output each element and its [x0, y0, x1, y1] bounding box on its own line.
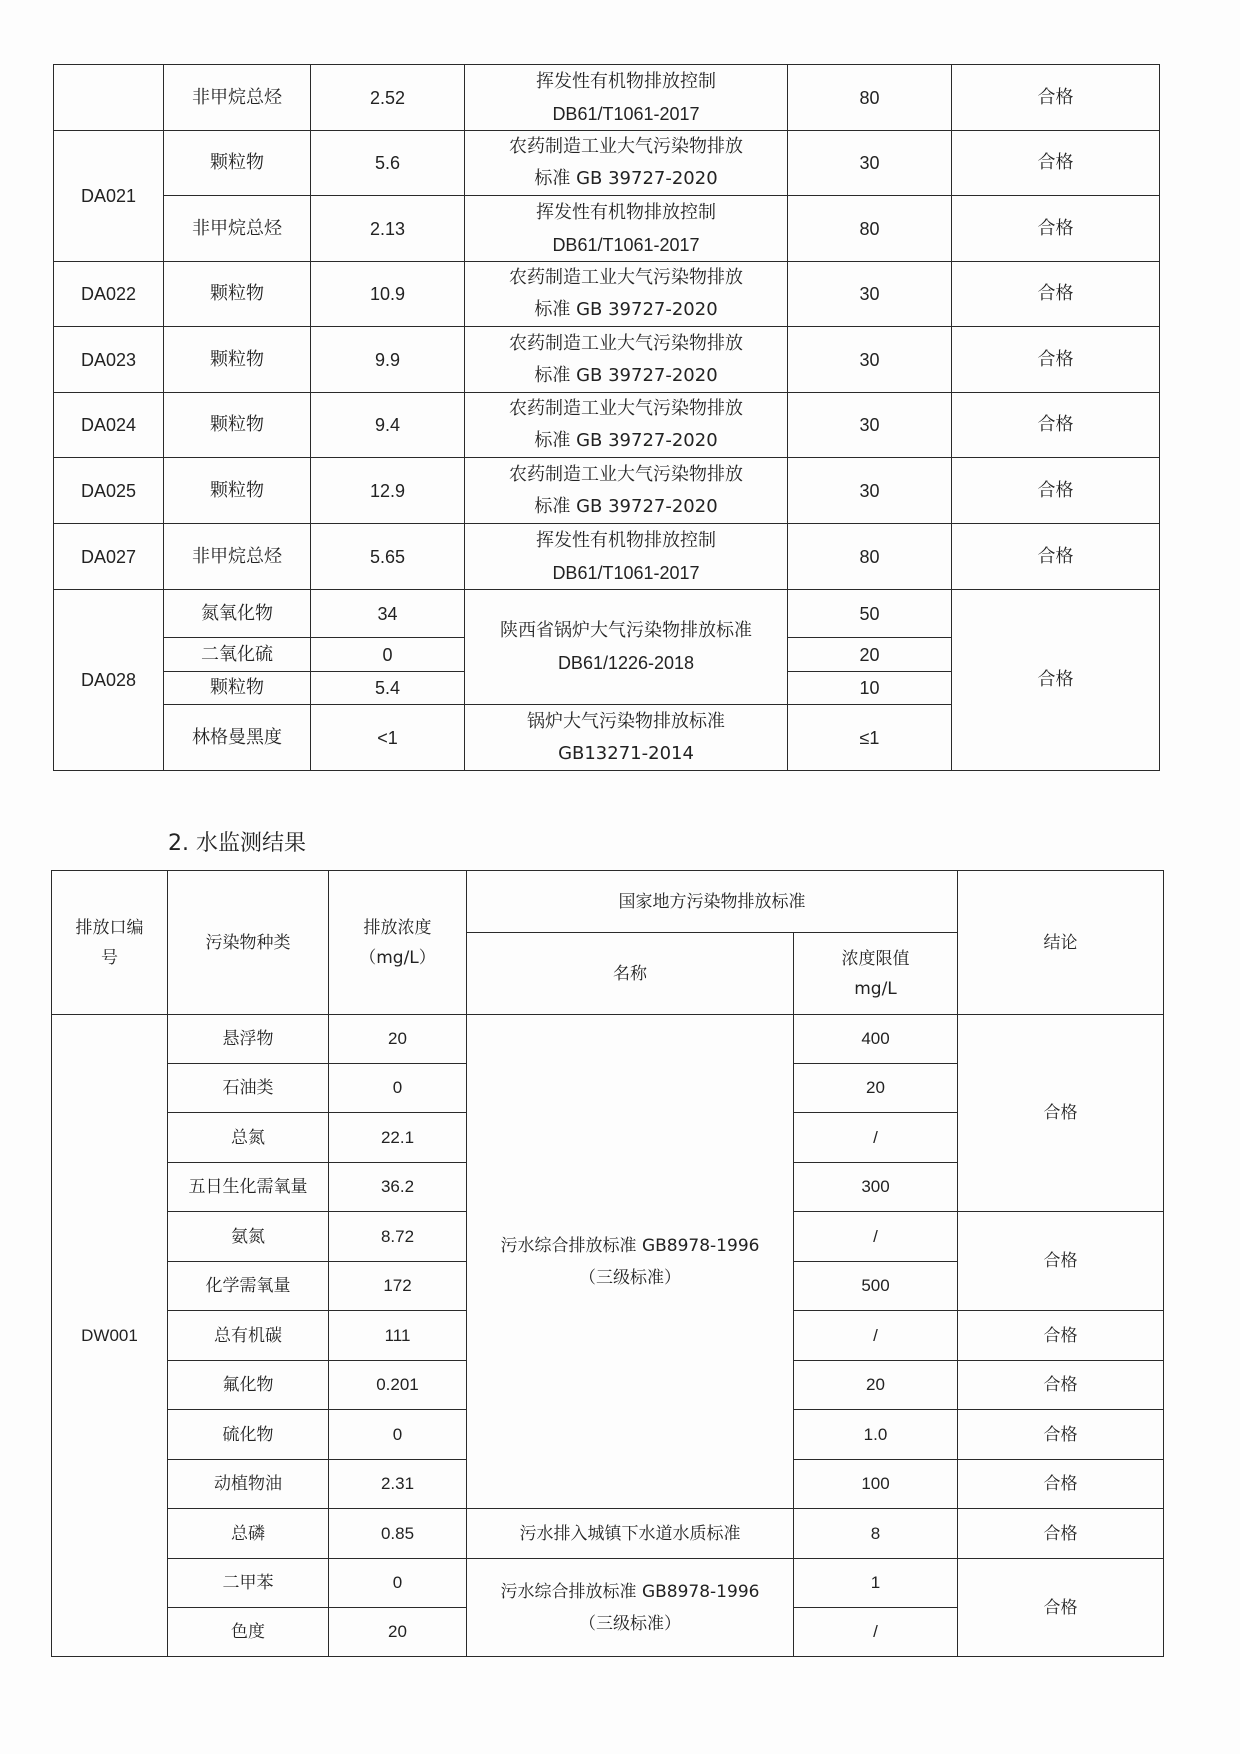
- limit-cell: 30: [788, 458, 952, 524]
- concentration-cell: 10.9: [311, 262, 465, 327]
- pollutant-cell: 色度: [168, 1608, 329, 1657]
- pollutant-cell: 五日生化需氧量: [168, 1163, 329, 1212]
- concentration-cell: 111: [329, 1311, 467, 1361]
- result-cell: 合格: [952, 65, 1160, 131]
- concentration-cell: 9.9: [311, 327, 465, 393]
- standard-cell: [465, 393, 788, 458]
- concentration-cell: 12.9: [311, 458, 465, 524]
- pollutant-cell: 颗粒物: [164, 327, 311, 393]
- pollutant-cell: 林格曼黑度: [164, 705, 311, 771]
- pollutant-cell: 颗粒物: [164, 458, 311, 524]
- pollutant-cell: 化学需氧量: [168, 1262, 329, 1311]
- limit-cell: 50: [788, 590, 952, 638]
- limit-cell: /: [794, 1212, 958, 1262]
- table-row: [54, 524, 1160, 590]
- standard-line: 污水综合排放标准 GB8978-1996: [500, 1581, 760, 1602]
- table-row: [54, 458, 1160, 524]
- standard-line: 标准 GB 39727-2020: [534, 168, 718, 189]
- conclusion-cell: 合格: [958, 1212, 1164, 1311]
- pollutant-cell: 硫化物: [168, 1410, 329, 1460]
- pollutant-cell: 总氮: [168, 1113, 329, 1163]
- concentration-cell: 9.4: [311, 393, 465, 458]
- result-cell: 合格: [952, 524, 1160, 590]
- outlet-cell: [54, 65, 164, 131]
- limit-cell: 80: [788, 65, 952, 131]
- concentration-cell: 20: [329, 1015, 467, 1064]
- table-row: [52, 1015, 1164, 1064]
- header-concentration: [329, 871, 467, 1015]
- concentration-cell: 2.31: [329, 1460, 467, 1509]
- standard-line: 农药制造工业大气污染物排放: [509, 267, 743, 288]
- limit-cell: 30: [788, 131, 952, 196]
- pollutant-cell: 石油类: [168, 1064, 329, 1113]
- conclusion-cell: 合格: [958, 1460, 1164, 1509]
- standard-line: DB61/T1061-2017: [552, 103, 700, 124]
- conclusion-cell: 合格: [958, 1410, 1164, 1460]
- header-line: （mg/L）: [359, 947, 436, 968]
- result-cell: 合格: [952, 262, 1160, 327]
- table-row: [54, 131, 1160, 196]
- pollutant-cell: 氨氮: [168, 1212, 329, 1262]
- concentration-cell: 5.6: [311, 131, 465, 196]
- limit-cell: 1.0: [794, 1410, 958, 1460]
- conclusion-cell: 合格: [958, 1559, 1164, 1657]
- outlet-cell: DA021: [54, 131, 164, 262]
- standard-line: 标准 GB 39727-2020: [534, 299, 718, 320]
- standard-line: 挥发性有机物排放控制: [536, 529, 716, 551]
- pollutant-cell: 总有机碳: [168, 1311, 329, 1361]
- concentration-cell: 34: [311, 590, 465, 638]
- concentration-cell: 36.2: [329, 1163, 467, 1212]
- header-conclusion: 结论: [958, 871, 1164, 1015]
- table-row: [54, 262, 1160, 327]
- standard-line: 农药制造工业大气污染物排放: [509, 398, 743, 419]
- concentration-cell: 0: [329, 1410, 467, 1460]
- table-row: [54, 590, 1160, 638]
- standard-cell: [467, 1015, 794, 1509]
- standard-line: 锅炉大气污染物排放标准: [527, 710, 725, 732]
- conclusion-cell: 合格: [958, 1015, 1164, 1212]
- limit-cell: 8: [794, 1509, 958, 1559]
- limit-cell: 400: [794, 1015, 958, 1064]
- header-line: mg/L: [854, 978, 897, 999]
- outlet-cell: DA024: [54, 393, 164, 458]
- standard-line: 标准 GB 39727-2020: [534, 364, 718, 386]
- table-row: [54, 393, 1160, 458]
- standard-line: 农药制造工业大气污染物排放: [509, 332, 743, 354]
- limit-cell: /: [794, 1311, 958, 1361]
- standard-line: 挥发性有机物排放控制: [536, 70, 716, 92]
- standard-cell: [465, 131, 788, 196]
- pollutant-cell: 颗粒物: [164, 262, 311, 327]
- standard-line: 农药制造工业大气污染物排放: [509, 463, 743, 485]
- concentration-cell: 2.52: [311, 65, 465, 131]
- standard-line: 农药制造工业大气污染物排放: [509, 136, 743, 157]
- concentration-cell: 5.65: [311, 524, 465, 590]
- header-line: 排放口编: [75, 917, 144, 938]
- limit-cell: 100: [794, 1460, 958, 1509]
- header-line: 排放浓度: [363, 917, 432, 938]
- pollutant-cell: 二氧化硫: [164, 638, 311, 672]
- standard-line: 污水综合排放标准 GB8978-1996: [500, 1235, 760, 1256]
- pollutant-cell: 颗粒物: [164, 131, 311, 196]
- table-row: [52, 1559, 1164, 1608]
- result-cell: 合格: [952, 327, 1160, 393]
- limit-cell: ≤1: [788, 705, 952, 771]
- result-cell: 合格: [952, 131, 1160, 196]
- result-cell: 合格: [952, 196, 1160, 262]
- standard-line: 陕西省锅炉大气污染物排放标准: [500, 620, 752, 641]
- header-line: 号: [101, 947, 118, 968]
- water-monitoring-table: [51, 870, 1164, 1657]
- concentration-cell: 0: [329, 1559, 467, 1608]
- limit-cell: /: [794, 1113, 958, 1163]
- concentration-cell: 8.72: [329, 1212, 467, 1262]
- header-row: [52, 871, 1164, 933]
- pollutant-cell: 二甲苯: [168, 1559, 329, 1608]
- standard-cell: [465, 327, 788, 393]
- concentration-cell: 5.4: [311, 672, 465, 705]
- outlet-cell: DA022: [54, 262, 164, 327]
- pollutant-cell: 总磷: [168, 1509, 329, 1559]
- result-cell: 合格: [952, 393, 1160, 458]
- standard-cell: [465, 705, 788, 771]
- limit-cell: 500: [794, 1262, 958, 1311]
- standard-cell: [465, 524, 788, 590]
- standard-cell: [465, 65, 788, 131]
- standard-line: DB61/T1061-2017: [552, 562, 700, 583]
- concentration-cell: 0.85: [329, 1509, 467, 1559]
- concentration-cell: 2.13: [311, 196, 465, 262]
- limit-cell: 20: [788, 638, 952, 672]
- concentration-cell: 172: [329, 1262, 467, 1311]
- standard-cell: 污水排入城镇下水道水质标准: [467, 1509, 794, 1559]
- table-row: [54, 327, 1160, 393]
- outlet-cell: DA023: [54, 327, 164, 393]
- pollutant-cell: 颗粒物: [164, 672, 311, 705]
- pollutant-cell: 氟化物: [168, 1361, 329, 1410]
- standard-line: （三级标准）: [579, 1613, 681, 1634]
- standard-line: （三级标准）: [579, 1267, 681, 1288]
- conclusion-cell: 合格: [958, 1509, 1164, 1559]
- pollutant-cell: 非甲烷总烃: [164, 524, 311, 590]
- outlet-cell: DA028: [54, 590, 164, 771]
- pollutant-cell: 非甲烷总烃: [164, 65, 311, 131]
- standard-line: DB61/T1061-2017: [552, 234, 700, 255]
- standard-line: 标准 GB 39727-2020: [534, 495, 718, 517]
- standard-cell: [465, 262, 788, 327]
- limit-cell: /: [794, 1608, 958, 1657]
- outlet-cell: DA025: [54, 458, 164, 524]
- standard-cell: [465, 590, 788, 705]
- table-row: [54, 196, 1160, 262]
- standard-cell: [465, 196, 788, 262]
- header-line: 浓度限值: [841, 948, 910, 969]
- concentration-cell: 22.1: [329, 1113, 467, 1163]
- standard-line: 标准 GB 39727-2020: [534, 430, 718, 451]
- conclusion-cell: 合格: [958, 1311, 1164, 1361]
- section-heading: 2. 水监测结果: [168, 831, 306, 856]
- limit-cell: 80: [788, 524, 952, 590]
- concentration-cell: 0: [329, 1064, 467, 1113]
- standard-line: GB13271-2014: [558, 742, 694, 764]
- pollutant-cell: 颗粒物: [164, 393, 311, 458]
- standard-line: 挥发性有机物排放控制: [536, 201, 716, 223]
- standard-cell: [465, 458, 788, 524]
- pollutant-cell: 悬浮物: [168, 1015, 329, 1064]
- conclusion-cell: 合格: [958, 1361, 1164, 1410]
- result-cell: 合格: [952, 590, 1160, 771]
- header-outlet: [52, 871, 168, 1015]
- pollutant-cell: 动植物油: [168, 1460, 329, 1509]
- limit-cell: 300: [794, 1163, 958, 1212]
- limit-cell: 80: [788, 196, 952, 262]
- limit-cell: 30: [788, 327, 952, 393]
- concentration-cell: 20: [329, 1608, 467, 1657]
- table-row: [54, 65, 1160, 131]
- limit-cell: 30: [788, 393, 952, 458]
- result-cell: 合格: [952, 458, 1160, 524]
- air-monitoring-table: [53, 64, 1160, 771]
- concentration-cell: 0.201: [329, 1361, 467, 1410]
- concentration-cell: <1: [311, 705, 465, 771]
- limit-cell: 10: [788, 672, 952, 705]
- table-row: [52, 1509, 1164, 1559]
- header-pollutant: 污染物种类: [168, 871, 329, 1015]
- limit-cell: 1: [794, 1559, 958, 1608]
- limit-cell: 30: [788, 262, 952, 327]
- standard-cell: [467, 1559, 794, 1657]
- outlet-cell: DA027: [54, 524, 164, 590]
- concentration-cell: 0: [311, 638, 465, 672]
- outlet-cell: DW001: [52, 1015, 168, 1657]
- limit-cell: 20: [794, 1361, 958, 1410]
- pollutant-cell: 非甲烷总烃: [164, 196, 311, 262]
- standard-line: DB61/1226-2018: [557, 653, 695, 673]
- header-standard-group: 国家地方污染物排放标准: [467, 871, 958, 933]
- header-standard-name: 名称: [467, 933, 794, 1015]
- header-limit: [794, 933, 958, 1015]
- pollutant-cell: 氮氧化物: [164, 590, 311, 638]
- limit-cell: 20: [794, 1064, 958, 1113]
